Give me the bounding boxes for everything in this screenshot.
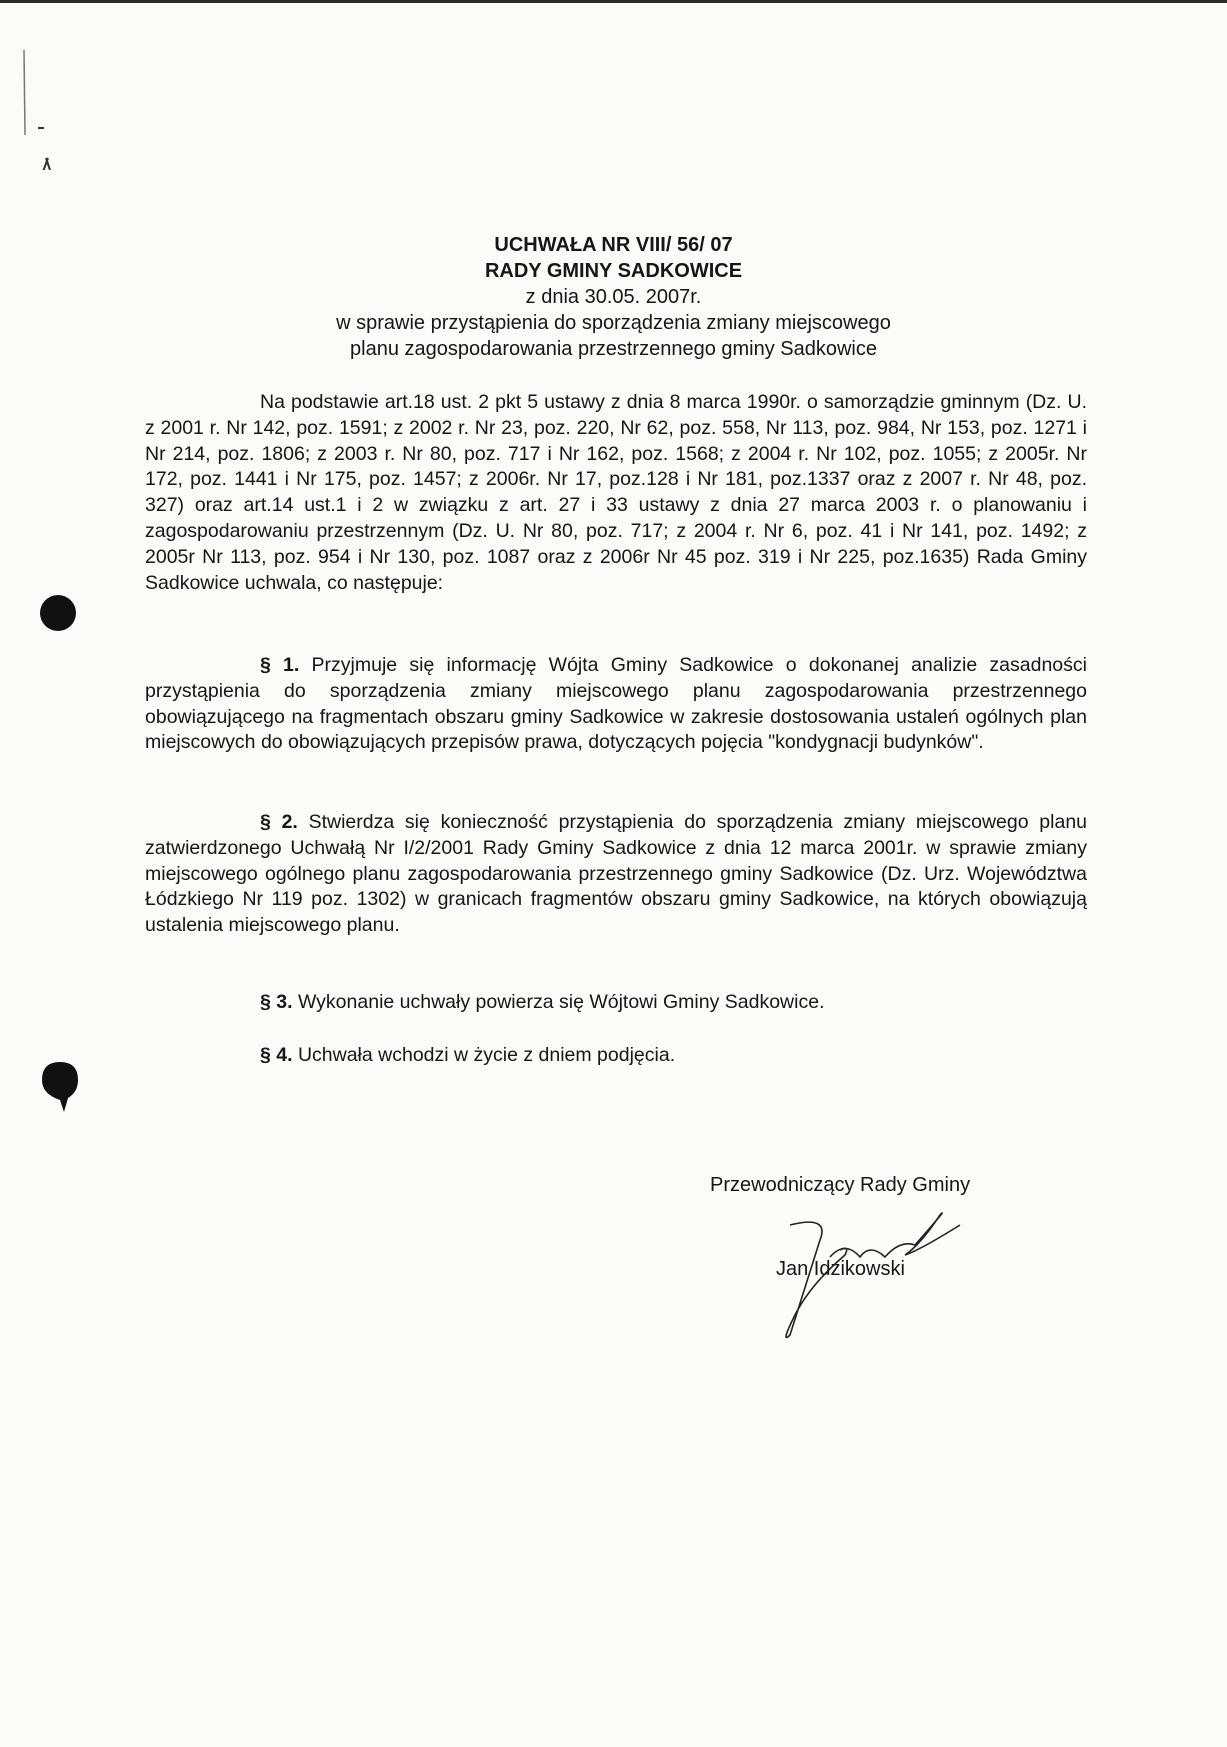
section-3-sign: § 3.	[260, 991, 293, 1013]
resolution-date: z dnia 30.05. 2007r.	[525, 286, 702, 308]
section-1-text: Przyjmuje się informację Wójta Gminy Sadkowice o dokonanej analizie zasadności przystąpienia do sporządzenia zmiany miejscowego planu zagospodarowania przestrzennego obowiązującego na fragmentach obszaru gminy Sadkowice w zakresie dostosowania ustaleń ogólnych plan miejscowych do obowiązujących przepisów prawa, dotyczących pojęcia "kondygnacji budynków".	[145, 654, 1087, 754]
section-3	[145, 990, 1087, 1016]
handwritten-signature	[750, 1195, 970, 1345]
preamble-text: Na podstawie art.18 ust. 2 pkt 5 ustawy z dnia 8 marca 1990r. o samorządzie gminnym (Dz. U. z 2001 r. Nr 142, poz. 1591; z 2002 r. Nr 23, poz. 220, Nr 62, poz. 558, Nr 113, poz. 984, Nr 153, poz. 1271 i Nr 214, poz. 1806; z 2003 r. Nr 80, poz. 717 i Nr 162, poz. 1568; z 2004 r. Nr 102, poz. 1055; z 2005r. Nr 172, poz. 1441 i Nr 175, poz. 1457; z 2006r. Nr 17, poz.128 i Nr 181, poz.1337 oraz z 2007 r. Nr 48, poz. 327) oraz art.14 ust.1 i 2 w związku z art. 27 i 33 ustawy z dnia 27 marca 2003 r. o planowaniu i zagospodarowaniu przestrzennym (Dz. U. Nr 80, poz. 717; z 2004 r. Nr 6, poz. 41 i Nr 141, poz. 1492; z 2005r Nr 113, poz. 954 i Nr 130, poz. 1087 oraz z 2006r Nr 45 poz. 319 i Nr 225, poz.1635) Rada Gminy Sadkowice uchwala, co następuje:	[145, 391, 1087, 594]
margin-scan-mark	[18, 40, 58, 170]
section-2-text: Stwierdza się konieczność przystąpienia do sporządzenia zmiany miejscowego planu zatwierdzonego Uchwałą Nr I/2/2001 Rady Gminy Sadkowice z dnia 12 marca 2001r. w sprawie zmiany miejscowego ogólnego planu zagospodarowania przestrzennego gminy Sadkowice (Dz. Urz. Województwa Łódzkiego Nr 119 poz. 1302) w granicach fragmentów obszaru gminy Sadkowice, na których obowiązują ustalenia miejscowego planu.	[145, 811, 1088, 937]
resolution-subject-line1: w sprawie przystąpienia do sporządzenia zmiany miejscowego	[336, 312, 891, 334]
signatory-name: Jan Idzikowski	[776, 1258, 905, 1280]
section-4-text: Uchwała wchodzi w życie z dniem podjęcia.	[297, 1044, 676, 1066]
council-name: RADY GMINY SADKOWICE	[484, 260, 743, 282]
section-3-text: Wykonanie uchwały powierza się Wójtowi Gminy Sadkowice.	[297, 991, 825, 1013]
resolution-number: UCHWAŁA NR VIII/ 56/ 07	[494, 234, 733, 256]
section-1-sign: § 1.	[260, 654, 300, 676]
punch-hole-bottom	[38, 1060, 88, 1120]
section-2-sign: § 2.	[260, 811, 298, 833]
preamble-block	[145, 390, 1087, 596]
resolution-subject-line2: planu zagospodarowania przestrzennego gminy Sadkowice	[350, 338, 877, 360]
punch-hole-top	[36, 585, 86, 635]
section-1	[145, 653, 1087, 756]
document-header	[0, 232, 1227, 362]
section-4-sign: § 4.	[260, 1044, 293, 1066]
scan-top-edge	[0, 0, 1227, 3]
section-4	[145, 1043, 1087, 1069]
section-2	[145, 810, 1087, 939]
signature-title: Przewodniczący Rady Gminy	[710, 1174, 971, 1196]
